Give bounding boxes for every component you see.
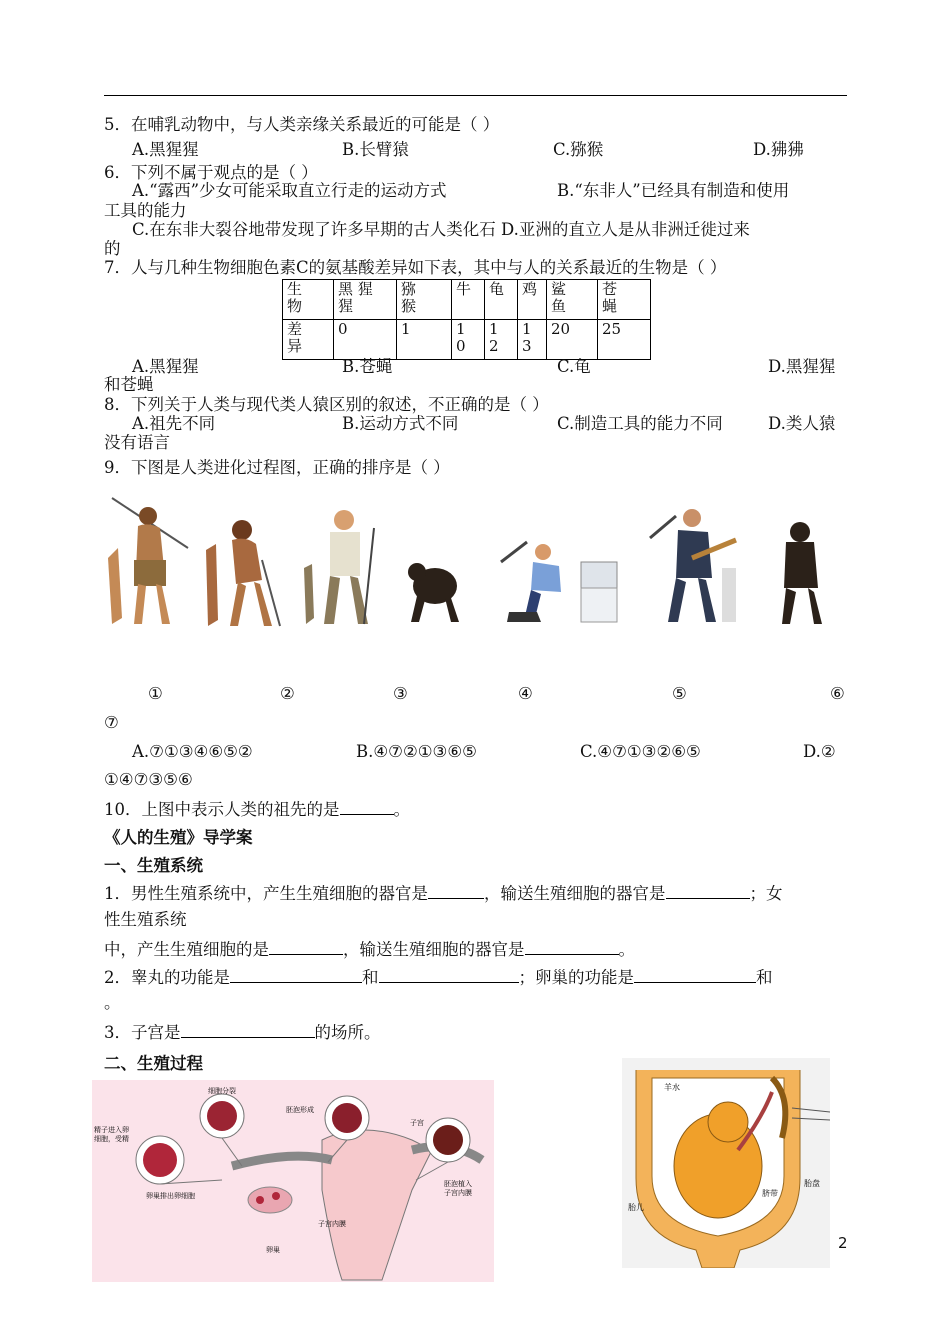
answer-blank[interactable] [230, 968, 362, 983]
q5-option-d: D.狒狒 [753, 140, 804, 159]
answer-blank[interactable] [379, 968, 519, 983]
label-ovulation: 卵巢排出卵细胞 [146, 1192, 195, 1200]
table-cell: 黑 猩 猩 [334, 280, 397, 320]
q5-option-a: A.黑猩猩 [132, 140, 199, 159]
fertilization-diagram [92, 1080, 494, 1282]
table-row [283, 280, 651, 320]
table-cell: 鲨 鱼 [547, 280, 598, 320]
q6-option-cd-wrap: 的 [104, 239, 121, 258]
evolution-figure-2 [206, 510, 290, 630]
figure-label-6: ⑥ [830, 684, 845, 703]
fill-line-2 [104, 940, 635, 960]
answer-blank[interactable] [525, 940, 619, 955]
q7-stem: 7．人与几种生物细胞色素C的氨基酸差异如下表，其中与人的关系最近的生物是（ ） [104, 258, 727, 277]
answer-blank[interactable] [269, 940, 343, 955]
q6-option-b-wrap: 工具的能力 [104, 201, 187, 220]
label-blastocyst: 胚泡形成 [286, 1106, 314, 1114]
fill-line-1 [104, 884, 783, 904]
q10-stem [104, 800, 410, 820]
table-cell: 20 [547, 320, 598, 360]
figure-label-3: ③ [393, 684, 408, 703]
top-rule [104, 95, 847, 96]
figure-label-1: ① [148, 684, 163, 703]
q8-option-b: B.运动方式不同 [342, 414, 459, 433]
table-cell: 1 3 [518, 320, 547, 360]
table-cell: 生 物 [283, 280, 334, 320]
q9-option-b: B.④⑦②①③⑥⑤ [356, 742, 477, 761]
q6-stem: 6．下列不属于观点的是（ ） [104, 163, 318, 182]
label-implant-2: 子宫内膜 [444, 1189, 472, 1197]
q6-option-a: A.“露西”少女可能采取直立行走的运动方式 [132, 181, 447, 200]
table-cell: 0 [334, 320, 397, 360]
fill-text: 2．睾丸的功能是 [104, 968, 230, 987]
q10-text: 10．上图中表示人类的祖先的是 [104, 800, 340, 819]
answer-blank[interactable] [666, 884, 750, 899]
heading-reproductive-process: 二、生殖过程 [104, 1054, 203, 1073]
table-cell: 25 [598, 320, 651, 360]
q10-tail: 。 [393, 800, 410, 819]
figure-label-7: ⑦ [104, 713, 119, 732]
label-fertilized: 细胞，受精 [94, 1135, 129, 1143]
q9-option-c: C.④⑦①③②⑥⑤ [580, 742, 701, 761]
table-cell: 差 异 [283, 320, 334, 360]
evolution-figure-3 [304, 498, 386, 630]
q9-option-d: D.② [803, 742, 836, 761]
q6-option-b: B.“东非人”已经具有制造和使用 [557, 181, 790, 200]
q5-stem: 5．在哺乳动物中，与人类亲缘关系最近的可能是（ ） [104, 115, 500, 134]
q9-stem: 9．下图是人类进化过程图，正确的排序是（ ） [104, 458, 450, 477]
evolution-figure-5 [497, 522, 631, 630]
fill-text: 的场所。 [314, 1023, 381, 1042]
heading-reproductive-system: 一、生殖系统 [104, 856, 203, 875]
table-cell: 猕 猴 [397, 280, 452, 320]
table-row [283, 320, 651, 360]
answer-blank[interactable] [634, 968, 756, 983]
table-cell: 鸡 [518, 280, 547, 320]
table-cell: 龟 [485, 280, 518, 320]
table-cell: 1 [397, 320, 452, 360]
fill-line-4 [104, 1023, 381, 1043]
figure-label-4: ④ [518, 684, 533, 703]
q8-option-d: D.类人猿 [768, 414, 836, 433]
label-placenta: 胎盘 [804, 1179, 820, 1188]
label-implant-1: 胚泡植入 [444, 1180, 472, 1188]
figure-label-5: ⑤ [672, 684, 687, 703]
fill-line-3 [104, 968, 773, 988]
evolution-figure-7 [760, 512, 842, 630]
figure-label-2: ② [280, 684, 295, 703]
fill-text: 中，产生生殖细胞的是 [104, 940, 269, 959]
fill-text: 3．子宫是 [104, 1023, 181, 1042]
table-cell: 1 0 [452, 320, 485, 360]
evolution-figure-6 [646, 498, 742, 630]
label-ovary: 卵巢 [266, 1246, 280, 1254]
fill-text: 。 [618, 940, 635, 959]
cytochrome-table [282, 279, 651, 360]
q8-option-d-wrap: 没有语言 [104, 433, 170, 452]
label-sperm-enters: 精子进入卵 [94, 1126, 129, 1134]
fill-text: ，输送生殖细胞的器官是 [343, 940, 525, 959]
table-cell: 牛 [452, 280, 485, 320]
label-uterus: 子宫 [410, 1119, 424, 1127]
q10-answer-blank[interactable] [340, 800, 394, 815]
q7-option-b: B.苍蝇 [342, 357, 393, 376]
label-fetus: 胎儿 [628, 1203, 644, 1212]
q8-stem: 8．下列关于人类与现代类人猿区别的叙述，不正确的是（ ） [104, 395, 549, 414]
fill-text: 和 [756, 968, 773, 987]
q7-option-d: D.黑猩猩 [768, 357, 836, 376]
label-umbilical-cord: 脐带 [762, 1189, 778, 1198]
label-cleavage: 细胞分裂 [208, 1087, 236, 1095]
q8-option-a: A.祖先不同 [132, 414, 216, 433]
page-number: 2 [838, 1234, 848, 1252]
evolution-figure-1 [108, 488, 192, 630]
label-endometrium: 子宫内膜 [318, 1220, 346, 1228]
q8-option-c: C.制造工具的能力不同 [557, 414, 723, 433]
q9-option-d-wrap: ①④⑦③⑤⑥ [104, 770, 193, 789]
fill-text: 1．男性生殖系统中，产生生殖细胞的器官是 [104, 884, 428, 903]
q5-option-b: B.长臂猿 [342, 140, 409, 159]
answer-blank[interactable] [428, 884, 484, 899]
answer-blank[interactable] [181, 1023, 315, 1038]
fill-line-3-wrap: 。 [104, 993, 121, 1012]
q9-option-a: A.⑦①③④⑥⑤② [132, 742, 253, 761]
fill-text: ；女 [749, 884, 783, 903]
q7-option-a: A.黑猩猩 [132, 357, 199, 376]
fetus-diagram [622, 1058, 830, 1268]
fill-text: 和 [362, 968, 379, 987]
section-title: 《人的生殖》导学案 [104, 828, 253, 847]
fill-text: ，输送生殖细胞的器官是 [484, 884, 666, 903]
label-amniotic-fluid: 羊水 [664, 1083, 680, 1092]
table-cell: 苍 蝇 [598, 280, 651, 320]
q7-option-c: C.龟 [557, 357, 591, 376]
q6-option-cd: C.在东非大裂谷地带发现了许多早期的古人类化石 D.亚洲的直立人是从非洲迁徙过来 [132, 220, 750, 239]
fill-text: ；卵巢的功能是 [518, 968, 634, 987]
evolution-figure-4 [387, 510, 483, 630]
fill-line-1-wrap: 性生殖系统 [104, 910, 187, 929]
q7-option-d-wrap: 和苍蝇 [104, 375, 154, 394]
table-cell: 1 2 [485, 320, 518, 360]
q5-option-c: C.猕猴 [553, 140, 604, 159]
